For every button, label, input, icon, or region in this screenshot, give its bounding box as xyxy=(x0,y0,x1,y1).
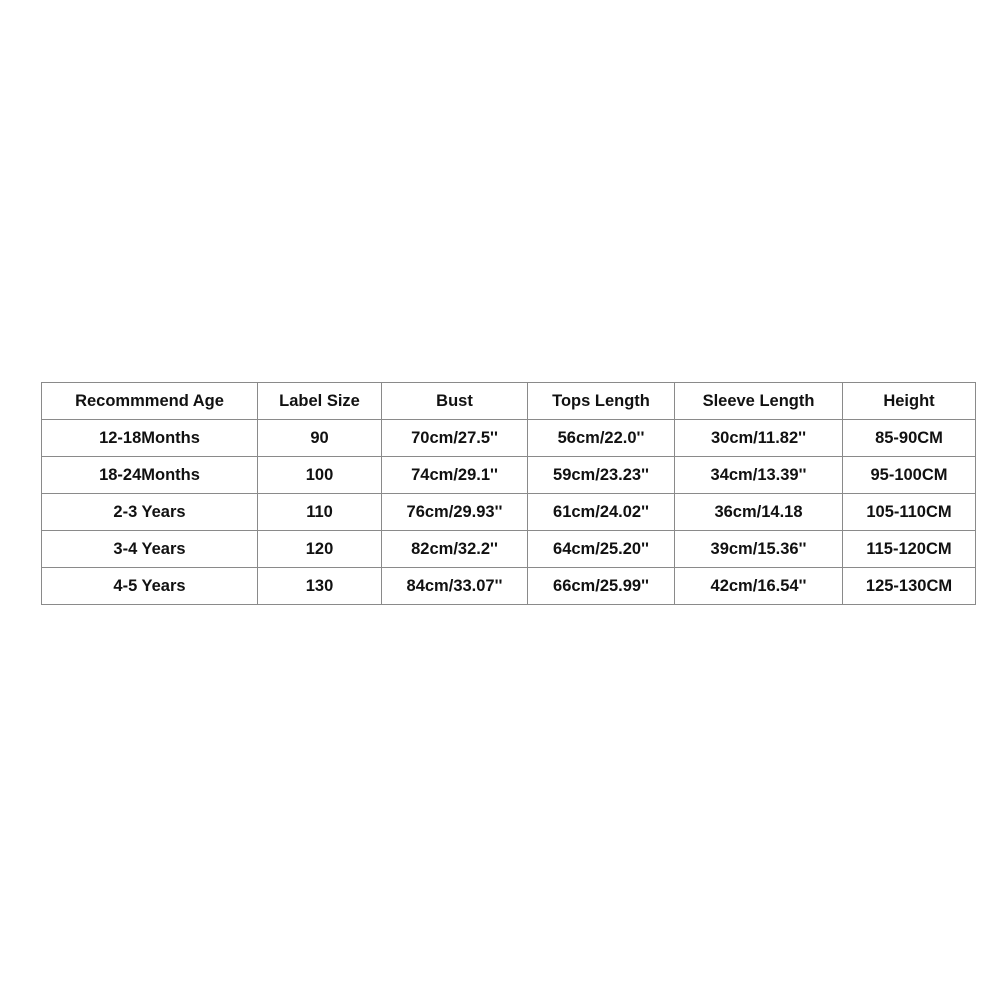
table-row xyxy=(42,457,976,494)
cell-sleeve-length: 42cm/16.54'' xyxy=(675,568,843,605)
cell-sleeve-length: 30cm/11.82'' xyxy=(675,420,843,457)
cell-height: 115-120CM xyxy=(843,531,976,568)
cell-age: 2-3 Years xyxy=(42,494,258,531)
cell-age: 18-24Months xyxy=(42,457,258,494)
cell-label-size: 130 xyxy=(258,568,382,605)
header-tops-length: Tops Length xyxy=(528,383,675,420)
header-height: Height xyxy=(843,383,976,420)
cell-bust: 74cm/29.1'' xyxy=(382,457,528,494)
table-row xyxy=(42,494,976,531)
header-label-size: Label Size xyxy=(258,383,382,420)
cell-tops-length: 56cm/22.0'' xyxy=(528,420,675,457)
cell-age: 4-5 Years xyxy=(42,568,258,605)
cell-height: 105-110CM xyxy=(843,494,976,531)
header-bust: Bust xyxy=(382,383,528,420)
table-header-row xyxy=(42,383,976,420)
cell-height: 95-100CM xyxy=(843,457,976,494)
cell-label-size: 120 xyxy=(258,531,382,568)
cell-bust: 82cm/32.2'' xyxy=(382,531,528,568)
cell-tops-length: 59cm/23.23'' xyxy=(528,457,675,494)
table-row xyxy=(42,420,976,457)
cell-label-size: 110 xyxy=(258,494,382,531)
cell-bust: 76cm/29.93'' xyxy=(382,494,528,531)
cell-sleeve-length: 34cm/13.39'' xyxy=(675,457,843,494)
cell-age: 12-18Months xyxy=(42,420,258,457)
header-sleeve-length: Sleeve Length xyxy=(675,383,843,420)
cell-bust: 84cm/33.07'' xyxy=(382,568,528,605)
table-row xyxy=(42,531,976,568)
cell-tops-length: 61cm/24.02'' xyxy=(528,494,675,531)
cell-label-size: 100 xyxy=(258,457,382,494)
cell-tops-length: 66cm/25.99'' xyxy=(528,568,675,605)
cell-sleeve-length: 39cm/15.36'' xyxy=(675,531,843,568)
cell-height: 125-130CM xyxy=(843,568,976,605)
cell-height: 85-90CM xyxy=(843,420,976,457)
cell-tops-length: 64cm/25.20'' xyxy=(528,531,675,568)
header-recommend-age: Recommmend Age xyxy=(42,383,258,420)
cell-bust: 70cm/27.5'' xyxy=(382,420,528,457)
size-chart-table xyxy=(41,382,976,605)
cell-sleeve-length: 36cm/14.18 xyxy=(675,494,843,531)
cell-label-size: 90 xyxy=(258,420,382,457)
table-row xyxy=(42,568,976,605)
cell-age: 3-4 Years xyxy=(42,531,258,568)
